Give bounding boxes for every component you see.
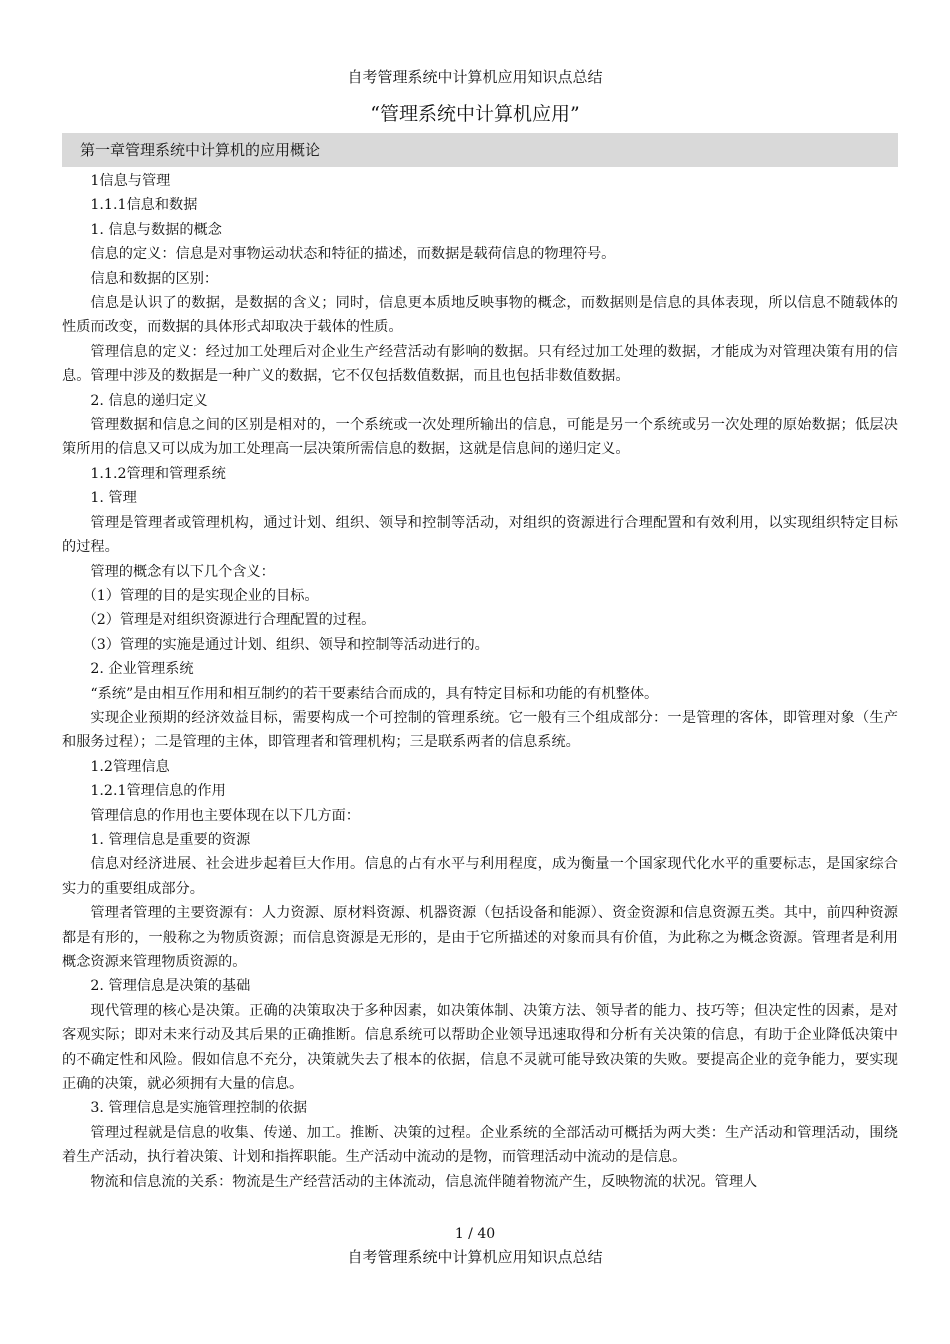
topic-heading: 2. 信息的递归定义	[90, 392, 208, 409]
paragraph: 管理过程就是信息的收集、传递、加工。推断、决策的过程。企业系统的全部活动可概括为两大类：生产活动和管理活动，围绕着生产活动，执行着决策、计划和指挥职能。生产活动中流动的是物，而管理活动中流动的是信息。	[62, 1124, 898, 1166]
paragraph: 信息对经济进展、社会进步起着巨大作用。信息的占有水平与利用程度，成为衡量一个国家现代化水平的重要标志，是国家综合实力的重要组成部分。	[62, 856, 898, 897]
page-header-title: 自考管理系统中计算机应用知识点总结	[347, 68, 603, 86]
section-heading: 1.2管理信息	[90, 758, 170, 775]
paragraph: 管理是管理者或管理机构，通过计划、组织、领导和控制等活动，对组织的资源进行合理配置和有效利用，以实现组织特定目标的过程。	[62, 514, 898, 556]
topic-heading: 2. 管理信息是决策的基础	[90, 978, 251, 995]
document-title: “管理系统中计算机应用”	[370, 103, 580, 125]
paragraph: 管理数据和信息之间的区别是相对的，一个系统或一次处理所输出的信息，可能是另一个系统或另一次处理的原始数据；低层决策所用的信息又可以成为加工处理高一层决策所需信息的数据，这就是信息间的递归定义。	[62, 417, 898, 458]
document-body	[62, 169, 898, 1194]
list-item: （2）管理是对组织资源进行合理配置的过程。	[82, 612, 376, 629]
paragraph: 管理信息的作用也主要体现在以下几方面：	[90, 807, 360, 824]
page-number: 1 / 40	[454, 1226, 496, 1242]
paragraph: 物流和信息流的关系：物流是生产经营活动的主体流动，信息流伴随着物流产生，反映物流的状况。管理人	[90, 1173, 758, 1190]
paragraph: 管理信息的定义：经过加工处理后对企业生产经营活动有影响的数据。只有经过加工处理的数据，才能成为对管理决策有用的信息。管理中涉及的数据是一种广义的数据，它不仅包括数值数据，而且也包括非数值数据。	[62, 343, 898, 385]
subsection-heading: 1.2.1管理信息的作用	[90, 783, 226, 800]
topic-heading: 1. 管理	[90, 490, 137, 507]
paragraph: “系统”是由相互作用和相互制约的若干要素结合而成的，具有特定目标和功能的有机整体。	[90, 685, 659, 702]
paragraph: 实现企业预期的经济效益目标，需要构成一个可控制的管理系统。它一般有三个组成部分：一是管理的客体，即管理对象（生产和服务过程）；二是管理的主体，即管理者和管理机构；三是联系两者的信息系统。	[62, 709, 898, 751]
topic-heading: 3. 管理信息是实施管理控制的依据	[90, 1100, 308, 1117]
chapter-heading: 第一章管理系统中计算机的应用概论	[62, 133, 898, 167]
topic-heading: 1. 管理信息是重要的资源	[90, 831, 251, 848]
paragraph: 管理的概念有以下几个含义：	[90, 563, 275, 580]
paragraph: 现代管理的核心是决策。正确的决策取决于多种因素，如决策体制、决策方法、领导者的能力、技巧等；但决定性的因素，是对客观实际；即对未来行动及其后果的正确推断。信息系统可以帮助企业领导迅速取得和分析有关决策的信息，有助于企业降低决策中的不确定性和风险。假如信息不充分，决策就失去了根本的依据，信息不灵就可能导致决策的失败。要提高企业的竞争能力，要实现正确的决策，就必须拥有大量的信息。	[62, 1002, 898, 1093]
paragraph: 信息和数据的区别：	[90, 270, 219, 287]
section-heading: 1信息与管理	[90, 173, 171, 189]
paragraph: 信息的定义：信息是对事物运动状态和特征的描述，而数据是载荷信息的物理符号。	[90, 246, 616, 263]
subsection-heading: 1.1.1信息和数据	[90, 197, 198, 214]
paragraph: 信息是认识了的数据，是数据的含义；同时，信息更本质地反映事物的概念，而数据则是信息的具体表现，所以信息不随载体的性质而改变，而数据的具体形式却取决于载体的性质。	[62, 295, 898, 336]
subsection-heading: 1.1.2管理和管理系统	[90, 465, 226, 482]
topic-heading: 1. 信息与数据的概念	[90, 221, 222, 238]
paragraph: 管理者管理的主要资源有：人力资源、原材料资源、机器资源（包括设备和能源）、资金资源和信息资源五类。其中，前四种资源都是有形的，一般称之为物质资源；而信息资源是无形的，是由于它所描述的对象而具有价值，为此称之为概念资源。管理者是利用概念资源来管理物质资源的。	[62, 905, 898, 970]
page-footer-title: 自考管理系统中计算机应用知识点总结	[347, 1248, 603, 1266]
list-item: （3）管理的实施是通过计划、组织、领导和控制等活动进行的。	[82, 636, 489, 653]
topic-heading: 2. 企业管理系统	[90, 661, 194, 678]
list-item: （1）管理的目的是实现企业的目标。	[82, 587, 319, 604]
